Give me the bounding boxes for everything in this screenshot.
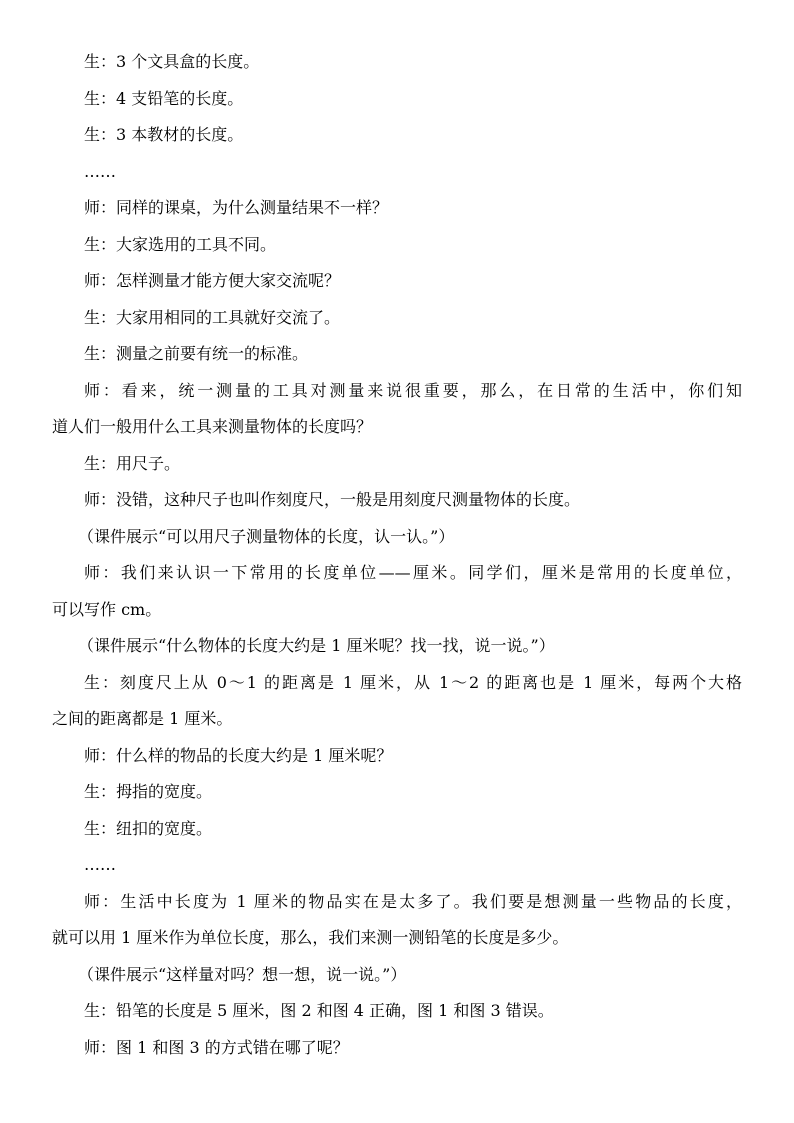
student-line: 生：铅笔的长度是 5 厘米，图 2 和图 4 正确，图 1 和图 3 错误。	[84, 1001, 554, 1020]
teacher-line: 师：图 1 和图 3 的方式错在哪了呢？	[84, 1037, 349, 1057]
teacher-line-continued: 可以写作 cm。	[52, 599, 162, 619]
student-line: 生：刻度尺上从 0～1 的距离是 1 厘米，从 1～2 的距离也是 1 厘米，每两个大格	[84, 672, 742, 692]
student-line: 生：用尺子。	[84, 453, 181, 473]
teacher-line: 师：生活中长度为 1 厘米的物品实在是太多了。我们要是想测量一些物品的长度，	[84, 891, 742, 911]
courseware-note: （课件展示“可以用尺子测量物体的长度，认一认。”）	[78, 526, 455, 546]
ellipsis-line: ……	[84, 855, 116, 874]
teacher-line: 师：看来，统一测量的工具对测量来说很重要，那么，在日常的生活中，你们知	[84, 380, 742, 400]
student-line: 生：3 本教材的长度。	[84, 125, 244, 144]
student-line: 生：3 个文具盒的长度。	[84, 52, 260, 71]
teacher-line: 师：同样的课桌，为什么测量结果不一样？	[84, 198, 389, 217]
teacher-line: 师：没错，这种尺子也叫作刻度尺，一般是用刻度尺测量物体的长度。	[84, 490, 581, 509]
student-line: 生：大家用相同的工具就好交流了。	[84, 307, 341, 327]
ellipsis-line: ……	[84, 161, 116, 181]
student-line-continued: 之间的距离都是 1 厘米。	[52, 709, 233, 728]
teacher-line: 师：怎样测量才能方便大家交流呢？	[84, 271, 341, 290]
teacher-line: 师：我们来认识一下常用的长度单位——厘米。同学们，厘米是常用的长度单位，	[84, 563, 742, 582]
teacher-line-continued: 道人们一般用什么工具来测量物体的长度吗？	[52, 417, 373, 436]
teacher-line-continued: 就可以用 1 厘米作为单位长度，那么，我们来测一测铅笔的长度是多少。	[52, 928, 569, 947]
student-line: 生：大家选用的工具不同。	[84, 234, 277, 254]
student-line: 生：4 支铅笔的长度。	[84, 88, 244, 108]
lesson-transcript	[52, 44, 742, 1066]
courseware-note: （课件展示“这样量对吗？想一想，说一说。”）	[78, 964, 407, 984]
student-line: 生：纽扣的宽度。	[84, 818, 213, 838]
student-line: 生：测量之前要有统一的标准。	[84, 344, 309, 363]
teacher-line: 师：什么样的物品的长度大约是 1 厘米呢？	[84, 745, 393, 765]
student-line: 生：拇指的宽度。	[84, 782, 213, 801]
courseware-note: （课件展示“什么物体的长度大约是 1 厘米呢？找一找，说一说。”）	[78, 636, 555, 655]
